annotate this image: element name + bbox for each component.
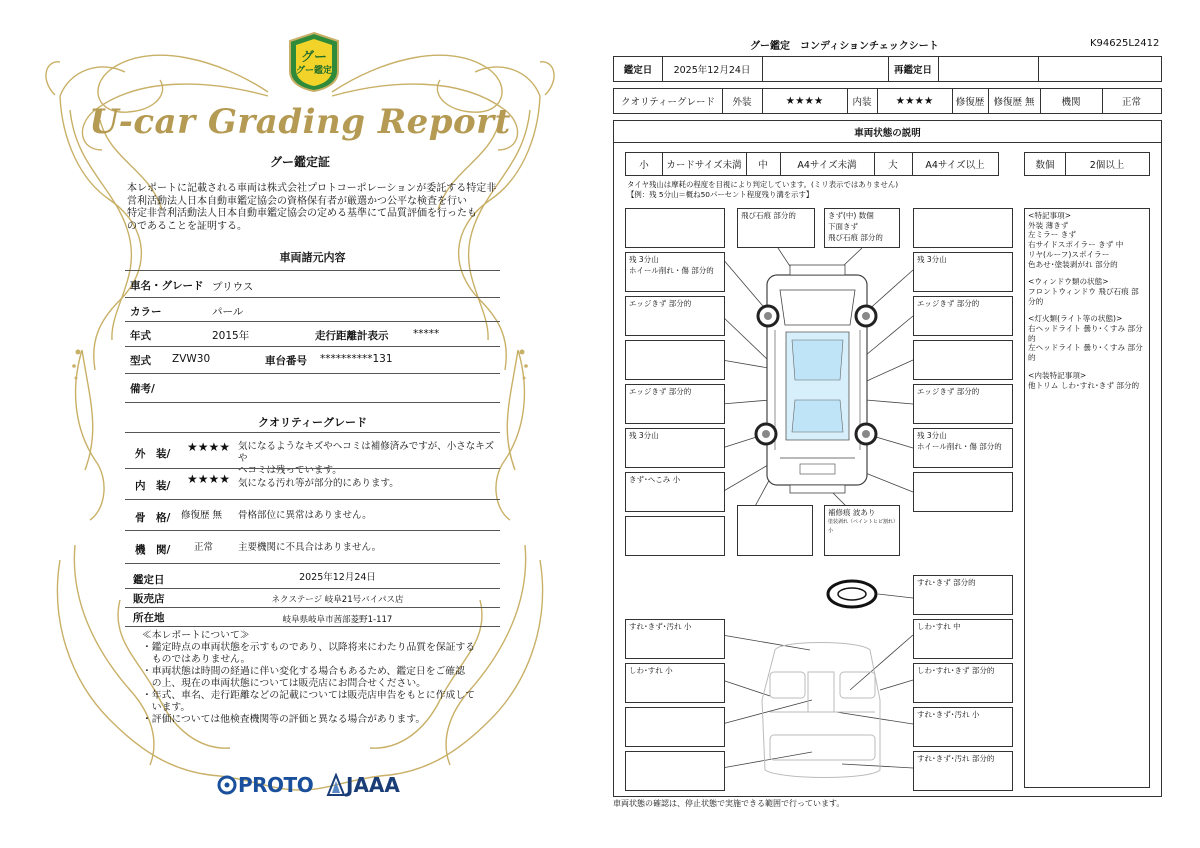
intro-line: 本レポートに記載される車両は株式会社プロトコーポレーションが委託する特定非 [127, 183, 497, 194]
damage-box-rear-seat [913, 751, 1013, 791]
damage-text: 残 3分山 [629, 255, 659, 264]
damage-box [625, 208, 725, 248]
damage-box [625, 751, 725, 791]
damage-box-right-door-trim [913, 663, 1013, 703]
size-large-desc: A4サイズ以上 [925, 160, 985, 171]
damage-box-passenger-seat [625, 663, 725, 703]
damage-text: きず(中) 数個 [828, 211, 874, 220]
year-label: 年式 [130, 330, 151, 342]
special-note-line: 右ヘッドライト 曇り･くすみ 部分的 [1028, 324, 1143, 343]
sheet-exterior-label: 外装 [732, 97, 752, 108]
sheet-footer-note: 車両状態の確認は、停止状態で実施できる範囲で行っています。 [613, 799, 845, 808]
jaaa-logo-text: JAAA [346, 773, 400, 797]
note-line: の上、現在の車両状態については販売店にお問合せください。 [142, 678, 426, 689]
model-label: 型式 [130, 355, 151, 367]
note-line: ・車両状態は時間の経過に伴い変化する場合もあるため、鑑定日をご確認 [142, 666, 465, 677]
exterior-text-line: ヘコミは残っています。 [238, 465, 342, 476]
damage-text: エッジきず 部分的 [629, 387, 692, 396]
special-note-line: <ウィンドウ類の状態> [1028, 277, 1109, 287]
notes-title: ≪本レポートについて≫ [142, 630, 250, 641]
damage-text: エッジきず 部分的 [917, 299, 980, 308]
tire-note-line: 【例：残 5分山＝概ね50パーセント程度残り溝を示す】 [627, 190, 814, 199]
special-note-line: 左ミラー きず [1028, 230, 1076, 240]
damage-text: ホイール削れ・傷 部分的 [629, 266, 714, 275]
damage-box-rear-right-tire [913, 428, 1013, 468]
damage-text: 飛び石痕 部分的 [741, 211, 796, 220]
exterior-text-line: 気になるようなキズやヘコミは補修済みですが、小さなキズや [238, 441, 495, 464]
interior-label: 内 装/ [135, 480, 171, 492]
size-small-desc: カードサイズ未満 [666, 160, 742, 171]
damage-text: しわ･すれ 小 [629, 666, 673, 675]
color-label: カラー [130, 306, 162, 318]
color-value: パール [212, 306, 244, 318]
dealer-value: ネクステージ 岐阜21号バイパス店 [271, 595, 404, 605]
size-mid-desc: A4サイズ未満 [797, 160, 857, 171]
damage-box [913, 208, 1013, 248]
damage-box-front-left-tire [625, 252, 725, 292]
special-note-line: 左ヘッドライト 曇り･くすみ 部分的 [1028, 343, 1143, 363]
svg-text:グー: グー [300, 50, 328, 65]
special-note-line: 他トリム しわ･すれ･きず 部分的 [1028, 380, 1140, 390]
quality-title: クオリティーグレード [258, 416, 367, 429]
damage-box-front-right-tire [913, 252, 1013, 292]
car-interior-view [762, 643, 880, 778]
note-line: ・評価については他検査機関等の評価と異なる場合があります。 [142, 714, 426, 725]
damage-box-dashboard [625, 619, 725, 659]
size-large: 大 [888, 160, 898, 171]
note-line: ものではありません。 [142, 654, 251, 665]
damage-box-center-console [913, 707, 1013, 747]
size-small: 小 [639, 160, 649, 171]
interior-stars: ★★★★ [187, 472, 231, 486]
note-line: ・鑑定時点の車両状態を示すものであり、以降将来にわたり品質を保証する [142, 642, 476, 653]
sheet-title: グー鑑定 コンディションチェックシート [750, 41, 939, 52]
damage-box-rear-left [625, 472, 725, 512]
intro-line: 営利活動法人日本自動車鑑定協会の資格保有者が厳選かつ公平な検査を行い [127, 195, 467, 207]
damage-box [737, 505, 813, 556]
damage-box-front-left [737, 208, 815, 248]
sheet-interior-stars: ★★★★ [895, 95, 934, 107]
damage-text: エッジきず 部分的 [917, 387, 980, 396]
damage-box-steering [913, 575, 1013, 615]
date-label: 鑑定日 [133, 574, 165, 586]
car-top-view [767, 265, 867, 493]
frame-value: 修復歴 無 [181, 510, 223, 521]
special-note-line: <特記事項> [1028, 211, 1072, 220]
tire-note-line: タイヤ残山は摩耗の程度を目視により判定しています。(ミリ表示ではありません) [627, 180, 899, 189]
document-id: K94625L2412 [1090, 38, 1160, 49]
damage-text: すれ･きず 部分的 [917, 578, 976, 587]
damage-box [913, 340, 1013, 380]
car-name-label: 車名・グレード [130, 280, 204, 292]
sheet-engine-value: 正常 [1121, 97, 1141, 108]
frame-label: 骨 格/ [135, 512, 171, 524]
damage-text: 飛び石痕 部分的 [828, 233, 883, 242]
special-note-line: 右サイドスポイラー きず 中 [1028, 240, 1124, 250]
year-value: 2015年 [212, 330, 250, 342]
interior-description: 気になる汚れ等が部分的にあります。 [238, 478, 399, 489]
certificate-subtitle: グー鑑定証 [269, 155, 330, 169]
damage-box-left-rear-door [625, 384, 725, 424]
damage-box-right-fender [913, 296, 1013, 336]
exterior-stars: ★★★★ [187, 440, 231, 454]
damage-text: 下面きず [828, 222, 858, 231]
special-note-line: <内装特記事項> [1028, 370, 1087, 380]
damage-box-front-right [824, 208, 900, 248]
note-line: います。 [142, 702, 191, 713]
reinspect-label: 再鑑定日 [893, 65, 932, 76]
engine-description: 主要機関に不具合はありません。 [238, 542, 382, 553]
damage-text: すれ･きず･汚れ 部分的 [917, 754, 995, 763]
sheet-repair-label: 修復歴 [955, 97, 985, 108]
size-mid: 中 [758, 160, 768, 171]
engine-value: 正常 [194, 542, 214, 553]
sheet-exterior-stars: ★★★★ [785, 95, 824, 107]
special-note-spacer [1028, 363, 1146, 371]
intro-line: 特定非営利活動法人日本自動車鑑定協会の定める基準にて品質評価を行ったも [127, 208, 477, 219]
frame-description: 骨格部位に異常はありません。 [238, 510, 372, 521]
special-notes-panel [1024, 208, 1150, 788]
special-note-line: <灯火類(ライト等の状態)> [1028, 314, 1123, 324]
damage-box-left-fender [625, 296, 725, 336]
damage-text: すれ･きず･汚れ 小 [917, 710, 980, 719]
exterior-label: 外 装/ [135, 448, 171, 460]
damage-text: 残 3分山 [917, 255, 947, 264]
damage-text: きず･へこみ 小 [629, 475, 681, 484]
address-value: 岐阜県岐阜市茜部菱野1-117 [282, 615, 393, 625]
engine-label: 機 関/ [135, 544, 171, 556]
damage-box-rear-left-tire [625, 428, 725, 468]
proto-logo-text: PROTO [238, 773, 314, 797]
damage-text: ホイール削れ・傷 部分的 [917, 442, 1002, 451]
damage-text: しわ･すれ 中 [917, 622, 961, 631]
grade-label: クオリティーグレード [620, 97, 716, 108]
intro-line: のであることを証明する。 [127, 220, 247, 232]
specs-title: 車両諸元内容 [279, 251, 346, 264]
sheet-date-label: 鑑定日 [623, 65, 653, 76]
damage-box-driver-seat [913, 619, 1013, 659]
model-value: ZVW30 [172, 353, 211, 365]
report-script-title: U-car Grading Report [89, 102, 511, 142]
special-note-line: 外装 薄きず [1028, 220, 1069, 230]
sheet-interior-label: 内装 [852, 97, 872, 108]
condition-title: 車両状態の説明 [614, 121, 1161, 143]
damage-text: しわ･すれ･きず 部分的 [917, 666, 995, 675]
special-note-line: リヤ(ルーフ)スポイラー [1028, 249, 1110, 259]
address-label: 所在地 [133, 612, 165, 624]
dealer-label: 販売店 [133, 593, 165, 605]
sheet-engine-label: 機関 [1061, 97, 1081, 108]
steering-wheel-icon [828, 581, 876, 607]
damage-text: すれ･きず･汚れ 小 [629, 622, 692, 631]
sheet-date-value: 2025年12月24日 [673, 65, 751, 76]
chassis-label: 車台番号 [265, 355, 307, 367]
damage-text: 残 3分山 [917, 431, 947, 440]
special-note-line: フロントウィンドウ 飛び石痕 部分的 [1028, 286, 1139, 306]
damage-text: 残 3分山 [629, 431, 659, 440]
damage-box [625, 707, 725, 747]
damage-text: 補修痕 波あり [828, 508, 876, 517]
damage-text: 塗装剥れ（ペイントヒビ割れ）小 [828, 519, 896, 534]
damage-box [625, 516, 725, 556]
count-label: 数個 [1035, 160, 1055, 171]
car-name-value: プリウス [212, 281, 254, 293]
damage-box [913, 472, 1013, 512]
mileage-label: 走行距離計表示 [315, 330, 389, 342]
date-value: 2025年12月24日 [299, 572, 376, 583]
damage-box [625, 340, 725, 380]
mileage-value: ***** [413, 328, 440, 340]
chassis-value: **********131 [320, 353, 393, 365]
badge-label: グー鑑定 [295, 66, 332, 76]
damage-text: エッジきず 部分的 [629, 299, 692, 308]
damage-box-rear-bumper [824, 505, 900, 556]
note-line: ・年式、車名、走行距離などの記載については販売店申告をもとに作成して [142, 690, 475, 701]
special-note-line: 色あせ･塗装剥がれ 部分的 [1028, 259, 1118, 269]
remarks-label: 備考/ [130, 383, 155, 395]
count-desc: 2個以上 [1089, 160, 1125, 171]
damage-box-right-rear-door [913, 384, 1013, 424]
sheet-repair-value: 修復歴 無 [993, 97, 1035, 108]
